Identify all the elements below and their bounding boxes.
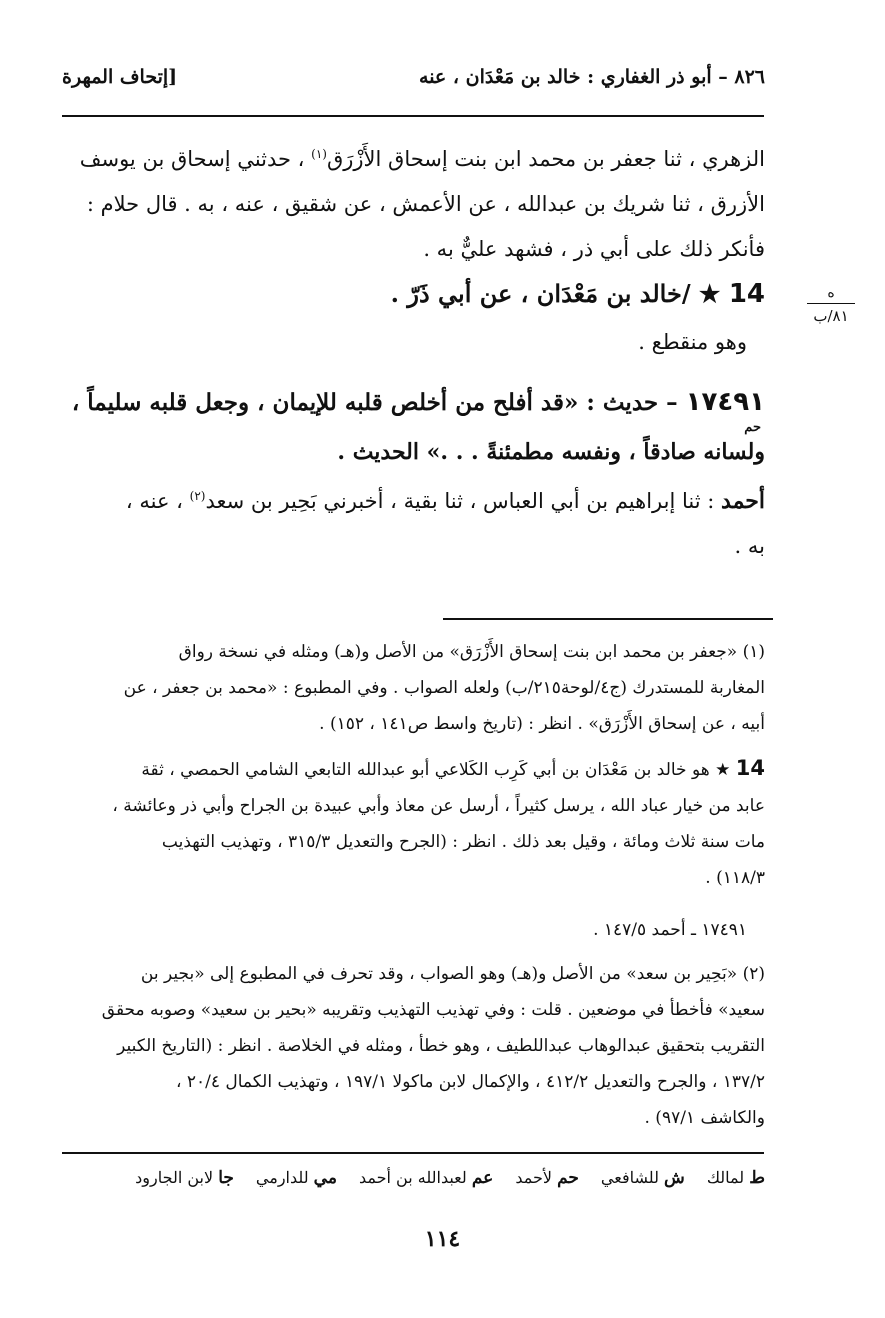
- siglum-item: مي للدارمي: [255, 1168, 337, 1188]
- entry-14-heading: [65, 272, 765, 316]
- hadith-heading: [65, 380, 765, 435]
- hadith-line1: – حديث : «قد أفلح من أخلص قلبه للإيمان ، وجعل قلبه سليماً ،: [71, 389, 678, 416]
- margin-note-line: [807, 303, 855, 304]
- fn14-line1: ★ هو خالد بن مَعْدَان بن أبي كَرِب الكَلاعي أبو عبدالله التابعي الشامي الحمصي ، ثقة: [141, 760, 731, 780]
- sigla-legend: [65, 1168, 765, 1188]
- margin-note-top: ه: [827, 285, 835, 301]
- fn14-line4: ١١٨/٣) .: [705, 868, 765, 888]
- entry-14-title: ★ /خالد بن مَعْدَان ، عن أبي ذَرّ .: [390, 279, 721, 308]
- siglum-item: ش للشافعي: [600, 1168, 685, 1188]
- paragraph-ahmad: [65, 474, 765, 569]
- footnote-source-ref: ١٧٤٩١ ـ أحمد ١٤٧/٥ .: [593, 920, 747, 940]
- margin-folio-note: [807, 285, 855, 325]
- paragraph-isnad: [65, 132, 765, 272]
- footnote-2: [65, 956, 765, 1136]
- hadith-number: ١٧٤٩١: [685, 387, 765, 417]
- para1-line1: الزهري ، ثنا جعفر بن محمد ابن بنت إسحاق الأَزْرَق: [326, 147, 765, 171]
- entry-14-note: وهو منقطع .: [638, 330, 747, 354]
- fn2-line2: سعيد» فأخطأ في موضعين . قلت : وفي تهذيب التهذيب وتقريبه «بحير بن سعيد» وصوبه محقق: [101, 1000, 765, 1020]
- running-header-book: [إتحاف المهرة: [62, 66, 178, 88]
- fn2-line5: والكاشف ٩٧/١) .: [644, 1108, 765, 1128]
- entry-14-number: 14: [728, 279, 765, 309]
- siglum-item: جا لابن الجارود: [135, 1168, 234, 1188]
- ahmad-line1b: ، عنه ،: [125, 489, 183, 513]
- fn2-line3: التقريب بتحقيق عبدالوهاب عبداللطيف ، وهو خطأ ، ومثله في الخلاصة . انظر : (التاريخ الكبير: [117, 1036, 765, 1056]
- ahmad-label: أحمد: [721, 488, 765, 514]
- fn1-line2: المغاربة للمستدرك (ج٤/لوحة٢١٥/ب) ولعله الصواب . وفي المطبوع : «محمد بن جعفر ، عن: [123, 678, 765, 698]
- fn1-line1: (١) «جعفر بن محمد ابن بنت إسحاق الأَزْرَق» من الأصل و(هـ) ومثله في نسخة رواق: [178, 642, 765, 662]
- footnote-1: [65, 634, 765, 742]
- para1-line2: الأزرق ، ثنا شريك بن عبدالله ، عن الأعمش ، عن شقيق ، عنه ، به . قال حلام :: [86, 192, 765, 216]
- fn14-line3: مات سنة ثلاث ومائة ، وقيل بعد ذلك . انظر : (الجرح والتعديل ٣١٥/٣ ، وتهذيب التهذيب: [161, 832, 765, 852]
- margin-note-bottom: ٨١/ب: [813, 307, 849, 325]
- siglum-item: عم لعبدالله بن أحمد: [358, 1168, 494, 1188]
- hadith-siglum: حم: [744, 420, 761, 435]
- footnote-ref-1: (١): [311, 147, 327, 161]
- para1-line3: فأنكر ذلك على أبي ذر ، فشهد عليٌّ به .: [423, 237, 765, 261]
- siglum-item: حم لأحمد: [515, 1168, 579, 1188]
- page-number: ١١٤: [424, 1226, 461, 1252]
- fn1-line3: أبيه ، عن إسحاق الأَزْرَق» . انظر : (تاريخ واسط ص١٤١ ، ١٥٢) .: [319, 714, 765, 734]
- header-rule: [62, 115, 764, 117]
- para1-line1b: ، حدثني إسحاق بن يوسف: [79, 147, 305, 171]
- fn14-line2: عابد من خيار عباد الله ، يرسل كثيراً ، أرسل عن معاذ وأبي عبيدة بن الجراح وأبي ذر وعائشة ،: [112, 796, 765, 816]
- footnote-separator: [443, 618, 773, 620]
- fn14-number: 14: [735, 756, 765, 780]
- sigla-rule: [62, 1152, 764, 1154]
- siglum-item: ط لمالك: [706, 1168, 765, 1188]
- running-header-title: ٨٢٦ – أبو ذر الغفاري : خالد بن مَعْدَان ، عنه: [419, 66, 765, 88]
- footnote-ref-2: (٢): [189, 489, 206, 503]
- fn2-line1: (٢) «بَحِير بن سعد» من الأصل و(هـ) وهو الصواب ، وقد تحرف في المطبوع إلى «بجير بن: [140, 964, 765, 984]
- ahmad-line1: : ثنا إبراهيم بن أبي العباس ، ثنا بقية ، أخبرني بَحِير بن سعد: [205, 489, 715, 513]
- fn2-line4: ١٣٧/٢ ، والجرح والتعديل ٤١٢/٢ ، والإكمال لابن ماكولا ١٩٧/١ ، وتهذيب الكمال ٢٠/٤ ،: [175, 1072, 765, 1092]
- ahmad-line2: به .: [734, 534, 765, 558]
- hadith-line2: ولسانه صادقاً ، ونفسه مطمئنةً . . .» الحديث .: [337, 439, 765, 465]
- footnote-14: [65, 750, 765, 896]
